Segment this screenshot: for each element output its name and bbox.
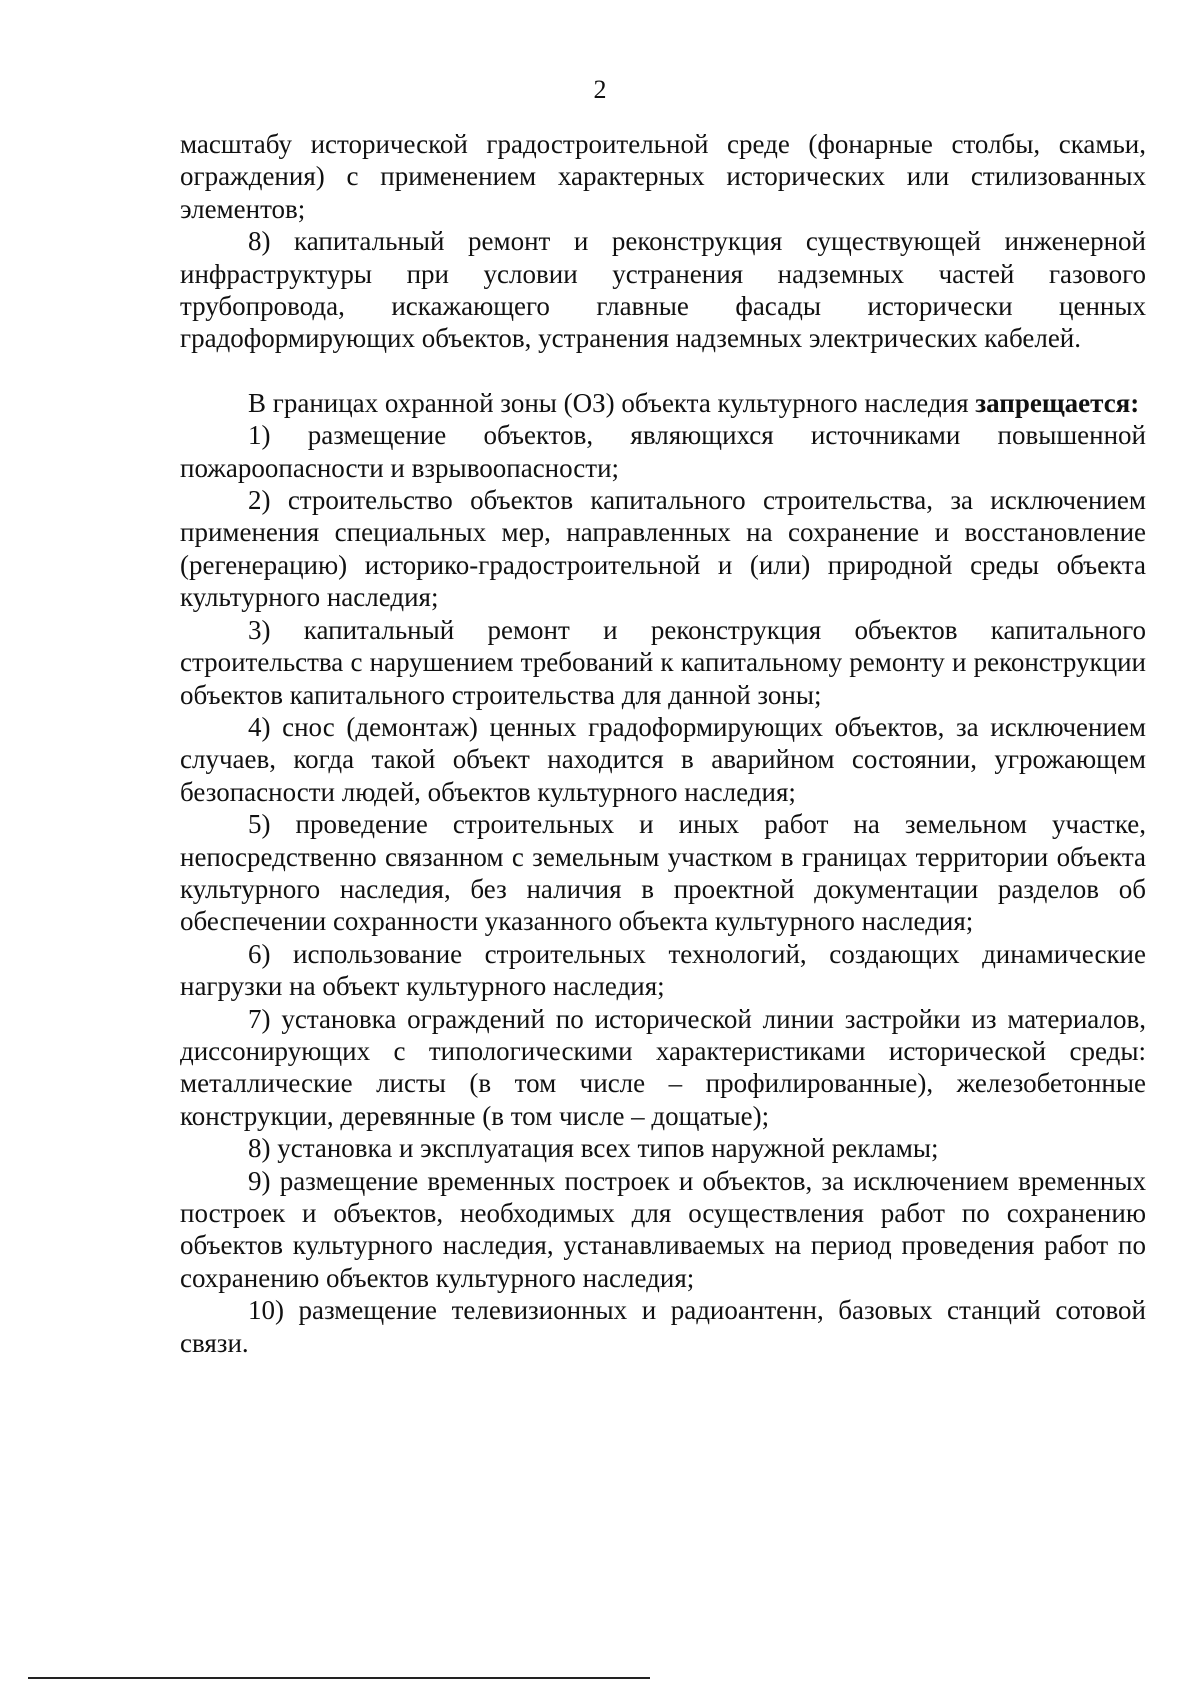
prohibition-item-9: 9) размещение временных построек и объектов, за исключением временных построек и объектов, необходимых для осуществления работ по сохранению объектов культурного наследия, устанавливаемых на период проведения работ по сохранению объектов культурного наследия; bbox=[180, 1165, 1146, 1293]
prohibition-item-5: 5) проведение строительных и иных работ на земельном участке, непосредственно связанном с земельным участком в границах территории объекта культурного наследия, без наличия в проектной документации разделов об обеспечении сохранности указанного объекта культурного наследия; bbox=[180, 809, 1146, 937]
prohibition-item-7: 7) установка ограждений по исторической линии застройки из материалов, диссонирующих с типологическими характеристиками исторической среды: металлические листы (в том числе – профилированные), железобетонные конструкции, деревянные (в том числе – дощатые); bbox=[180, 1003, 1146, 1131]
section-keyword: запрещается: bbox=[975, 387, 1140, 418]
section-intro-text: В границах охранной зоны (ОЗ) объекта культурного наследия bbox=[248, 387, 969, 418]
prohibition-item-3: 3) капитальный ремонт и реконструкция объектов капитального строительства с нарушением требований к капитальному ремонту и реконструкции объектов капитального строительства для данной зоны; bbox=[180, 614, 1146, 710]
prohibition-item-8: 8) установка и эксплуатация всех типов наружной рекламы; bbox=[248, 1133, 939, 1164]
paragraph-item-8-engineering: 8) капитальный ремонт и реконструкция существующей инженерной инфраструктуры при условии устранения надземных частей газового трубопровода, искажающего главные фасады исторически ценных градоформирующих объектов, устранения надземных электрических кабелей. bbox=[180, 226, 1146, 354]
prohibition-item-10: 10) размещение телевизионных и радиоантенн, базовых станций сотовой связи. bbox=[180, 1295, 1146, 1358]
paragraph-spacer bbox=[180, 355, 1146, 387]
prohibition-item-1: 1) размещение объектов, являющихся источниками повышенной пожароопасности и взрывоопасности; bbox=[180, 420, 1146, 483]
prohibition-item-4: 4) снос (демонтаж) ценных градоформирующих объектов, за исключением случаев, когда такой объект находится в аварийном состоянии, угрожающем безопасности людей, объектов культурного наследия; bbox=[180, 711, 1146, 807]
paragraph-continuation: масштабу исторической градостроительной среде (фонарные столбы, скамьи, ограждения) с применением характерных исторических или стилизованных элементов; bbox=[180, 129, 1146, 224]
document-body bbox=[180, 128, 1146, 1359]
prohibition-item-2: 2) строительство объектов капитального строительства, за исключением применения специальных мер, направленных на сохранение и восстановление (регенерацию) историко-градостроительной и (или) природной среды объекта культурного наследия; bbox=[180, 485, 1146, 613]
prohibition-item-6: 6) использование строительных технологий, создающих динамические нагрузки на объект культурного наследия; bbox=[180, 938, 1146, 1002]
section-intro bbox=[180, 387, 1146, 419]
page-number: 2 bbox=[593, 75, 607, 104]
footer-rule bbox=[28, 1677, 650, 1679]
